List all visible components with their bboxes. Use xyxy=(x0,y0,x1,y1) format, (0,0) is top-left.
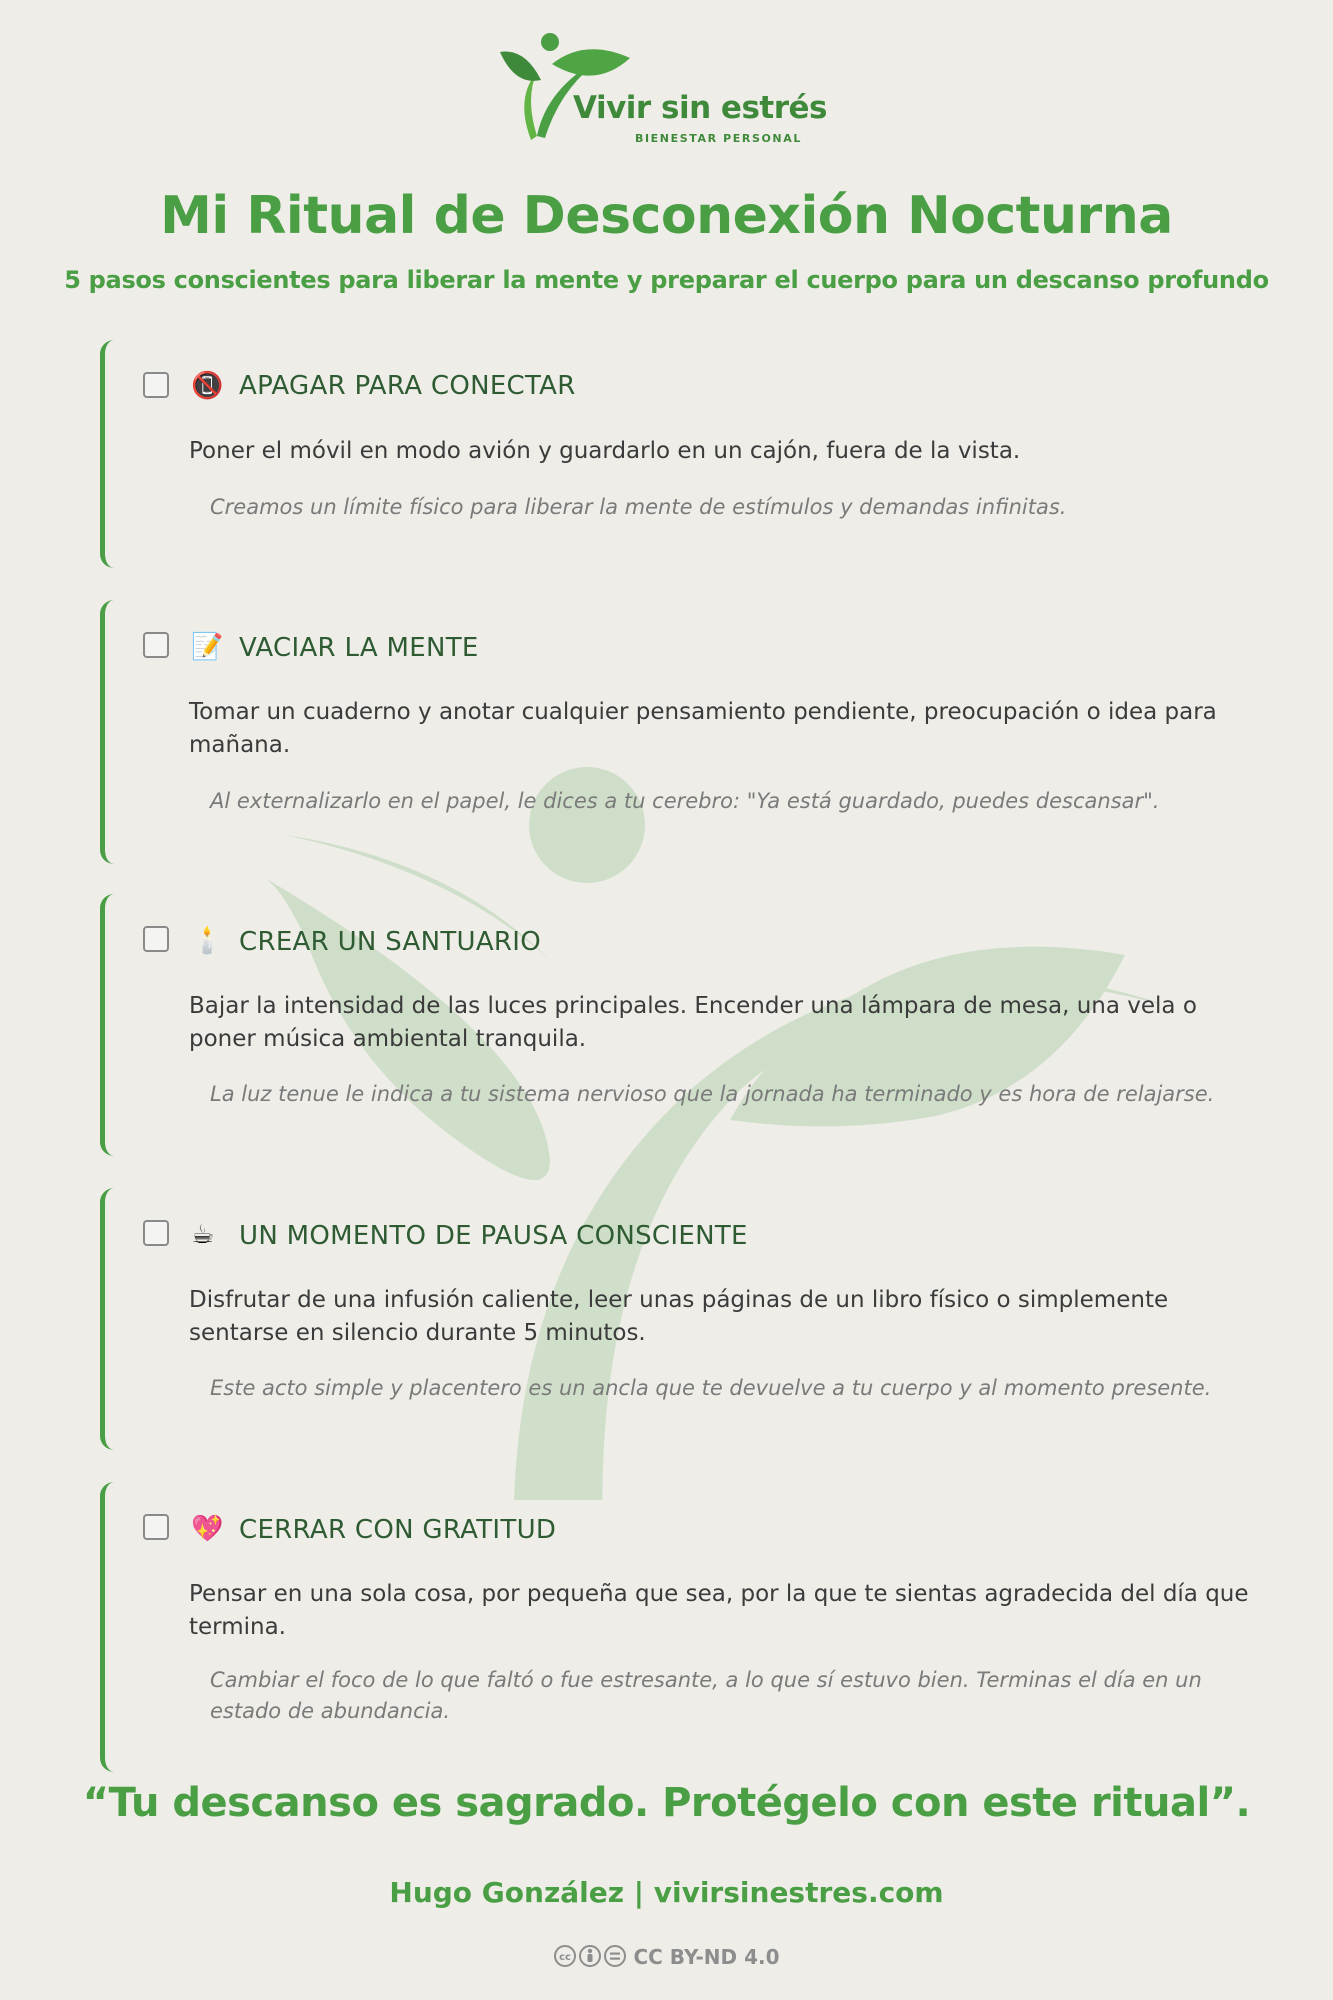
ritual-step-4 xyxy=(100,1188,1255,1450)
ritual-step-1 xyxy=(100,340,1255,568)
step-1-description: Poner el móvil en modo avión y guardarlo en un cajón, fuera de la vista. xyxy=(189,438,1021,464)
author-credit: Hugo González | vivirsinestres.com xyxy=(389,1876,944,1909)
brand-name: Vivir sin estrés xyxy=(573,90,827,126)
step-2-note: Al externalizarlo en el papel, le dices a tu cerebro: "Ya está guardado, puedes descansar". xyxy=(210,789,1160,813)
step-5-checkbox[interactable] xyxy=(143,1514,169,1540)
step-3-note: La luz tenue le indica a tu sistema nervioso que la jornada ha terminado y es hora de relajarse. xyxy=(210,1082,1215,1106)
hot-beverage-icon: ☕ xyxy=(191,1220,215,1250)
sprout-logo-icon xyxy=(495,28,635,148)
creative-commons-icon xyxy=(553,1944,629,1968)
ritual-step-3 xyxy=(100,894,1255,1156)
sparkling-heart-icon: 💖 xyxy=(191,1514,224,1544)
step-3-description: Bajar la intensidad de las luces principales. Encender una lámpara de mesa, una vela o poner música ambiental tranquila. xyxy=(189,993,1197,1052)
step-2-description: Tomar un cuaderno y anotar cualquier pensamiento pendiente, preocupación o idea para mañana. xyxy=(189,699,1217,758)
no-mobile-phones-icon: 📵 xyxy=(191,371,224,401)
step-5-title: CERRAR CON GRATITUD xyxy=(239,1515,557,1545)
ritual-step-5 xyxy=(100,1482,1255,1772)
step-4-checkbox[interactable] xyxy=(143,1220,169,1246)
step-4-title: UN MOMENTO DE PAUSA CONSCIENTE xyxy=(239,1221,748,1251)
candle-icon: 🕯️ xyxy=(191,926,224,956)
brand-tagline: BIENESTAR PERSONAL xyxy=(635,132,802,145)
closing-quote: “Tu descanso es sagrado. Protégelo con este ritual”. xyxy=(82,1780,1251,1826)
memo-icon: 📝 xyxy=(191,632,224,662)
page-subtitle: 5 pasos conscientes para liberar la mente y preparar el cuerpo para un descanso profundo xyxy=(64,266,1269,294)
step-3-title: CREAR UN SANTUARIO xyxy=(239,927,542,957)
license-notice xyxy=(0,1944,1333,1969)
step-3-checkbox[interactable] xyxy=(143,926,169,952)
step-5-description: Pensar en una sola cosa, por pequeña que sea, por la que te sientas agradecida del día que termina. xyxy=(189,1581,1249,1640)
step-5-note: Cambiar el foco de lo que faltó o fue estresante, a lo que sí estuvo bien. Terminas el día en un estado de abundancia. xyxy=(210,1668,1202,1723)
ritual-step-2 xyxy=(100,600,1255,864)
svg-text:cc: cc xyxy=(559,1952,572,1963)
step-1-checkbox[interactable] xyxy=(143,372,169,398)
step-2-title: VACIAR LA MENTE xyxy=(239,633,479,663)
step-4-note: Este acto simple y placentero es un ancla que te devuelve a tu cuerpo y al momento presente. xyxy=(210,1376,1212,1400)
step-1-title: APAGAR PARA CONECTAR xyxy=(239,371,576,401)
step-1-note: Creamos un límite físico para liberar la mente de estímulos y demandas infinitas. xyxy=(210,495,1067,519)
step-4-description: Disfrutar de una infusión caliente, leer unas páginas de un libro físico o simplemente sentarse en silencio durante 5 minutos. xyxy=(189,1287,1169,1346)
license-text: CC BY-ND 4.0 xyxy=(633,1945,780,1969)
step-2-checkbox[interactable] xyxy=(143,632,169,658)
page-title: Mi Ritual de Desconexión Nocturna xyxy=(160,186,1173,246)
brand-logo xyxy=(495,28,827,148)
